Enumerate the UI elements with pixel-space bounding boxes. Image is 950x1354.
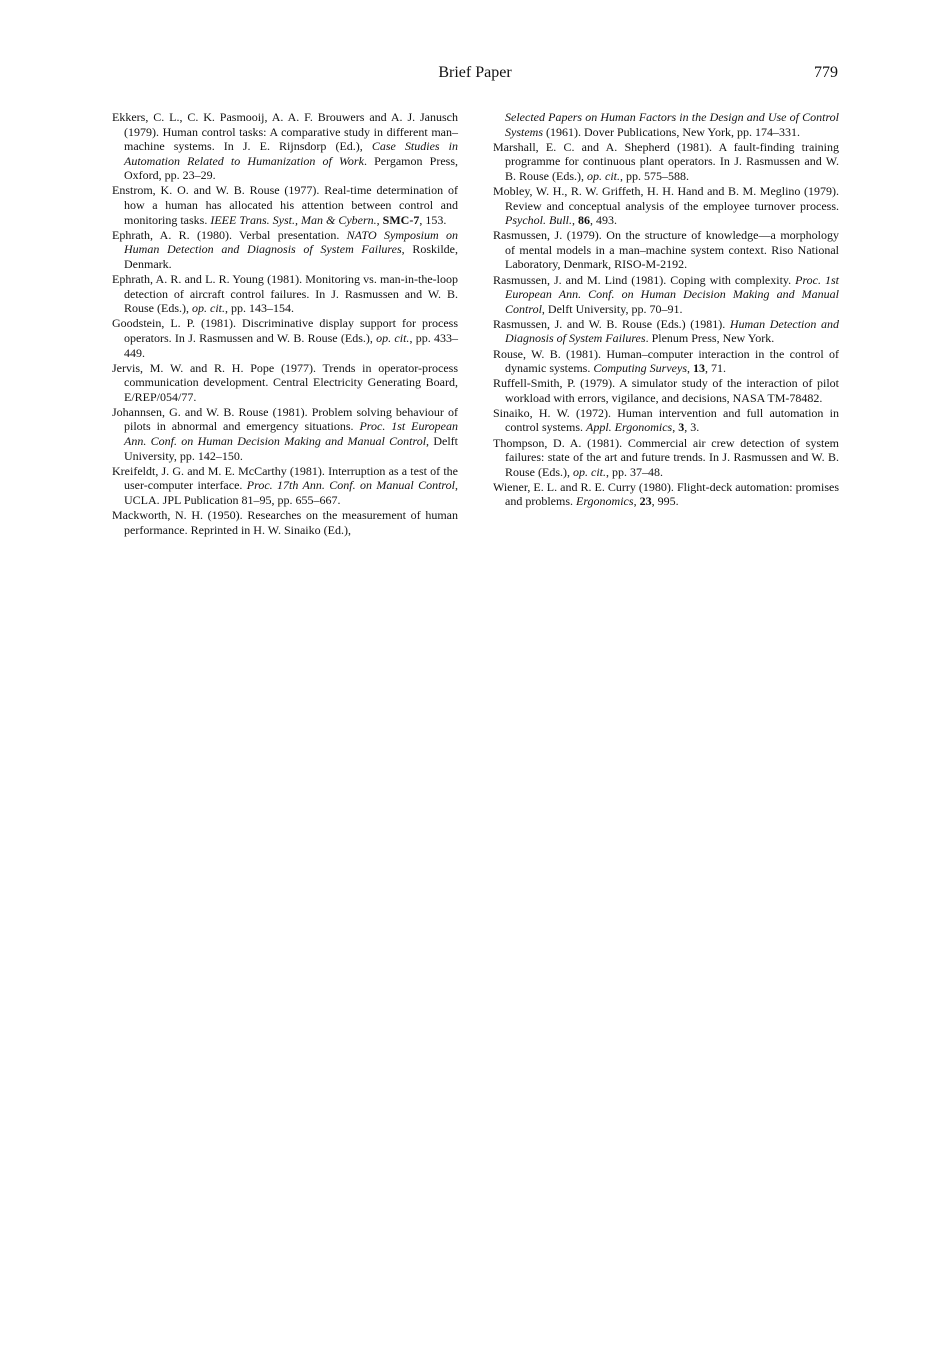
reference-text: , 995. bbox=[651, 494, 679, 509]
reference-entry bbox=[493, 347, 839, 376]
reference-entry bbox=[112, 508, 458, 537]
page-number: 779 bbox=[814, 64, 838, 81]
reference-text: , bbox=[686, 361, 693, 376]
reference-italic-text: Psychol. Bull. bbox=[505, 213, 572, 228]
reference-entry bbox=[112, 464, 458, 508]
reference-text: Thompson, D. A. (1981). Commercial air crew detection of system failures: state of the art and future trends. In J. Rasmussen and W. B. Rouse (Eds.), bbox=[493, 435, 839, 479]
reference-text: , 3. bbox=[684, 420, 700, 435]
reference-entry bbox=[112, 228, 458, 272]
reference-text: Ephrath, A. R. (1980). Verbal presentation. bbox=[112, 227, 347, 242]
reference-text: Sinaiko, H. W. (1972). Human intervention and full automation in control systems. bbox=[493, 405, 839, 435]
reference-text: , pp. 143–154. bbox=[225, 301, 294, 316]
reference-text: Ephrath, A. R. and L. R. Young (1981). Monitoring vs. man-in-the-loop detection of aircraft control failures. In J. Rasmussen and W. B. Rouse (Eds.), bbox=[112, 272, 458, 316]
reference-entry bbox=[493, 376, 839, 405]
reference-italic-text: Human Detection and Diagnosis of System Failures bbox=[505, 316, 839, 346]
reference-entry bbox=[112, 183, 458, 227]
reference-entry bbox=[112, 361, 458, 405]
reference-text: , UCLA. JPL Publication 81–95, pp. 655–667. bbox=[124, 478, 458, 507]
reference-text: Mackworth, N. H. (1950). Researches on the measurement of human performance. Reprinted in H. W. Sinaiko (Ed.), bbox=[112, 508, 458, 537]
reference-text: Jervis, M. W. and R. H. Pope (1977). Trends in operator-process communication development. Central Electricity Generating Board, E/REP/054/77. bbox=[112, 360, 458, 404]
reference-italic-text: Appl. Ergonomics bbox=[586, 420, 673, 435]
references-left-column bbox=[112, 110, 458, 538]
reference-italic-text: op. cit. bbox=[192, 301, 225, 316]
reference-entry bbox=[493, 228, 839, 272]
reference-entry bbox=[493, 140, 839, 184]
reference-text: Mobley, W. H., R. W. Griffeth, H. H. Hand and B. M. Meglino (1979). Review and conceptual analysis of the employee turnover process. bbox=[493, 183, 839, 213]
reference-text: Rasmussen, J. and W. B. Rouse (Eds.) (1981). bbox=[493, 316, 730, 331]
reference-italic-text: Selected Papers on Human Factors in the Design and Use of Control Systems bbox=[505, 110, 839, 139]
reference-italic-text: op. cit. bbox=[587, 168, 620, 183]
reference-entry bbox=[493, 184, 839, 228]
reference-text: Johannsen, G. and W. B. Rouse (1981). Problem solving behaviour of pilots in abnormal and emergency situations. bbox=[112, 404, 458, 434]
reference-text: Rouse, W. B. (1981). Human–computer interaction in the control of dynamic systems. bbox=[493, 346, 839, 376]
reference-volume: 13 bbox=[692, 361, 705, 376]
reference-italic-text: Case Studies in Automation Related to Humanization of Work bbox=[124, 139, 458, 168]
references-right-column bbox=[493, 110, 839, 510]
reference-italic-text: Proc. 17th Ann. Conf. on Manual Control bbox=[246, 478, 455, 493]
reference-text: Rasmussen, J. and M. Lind (1981). Coping with complexity. bbox=[493, 272, 796, 287]
reference-text: , Delft University, pp. 142–150. bbox=[124, 434, 458, 463]
reference-volume: 3 bbox=[678, 420, 685, 435]
reference-volume: 86 bbox=[577, 213, 590, 228]
reference-text: , 153. bbox=[419, 212, 447, 227]
reference-text: , 71. bbox=[704, 361, 726, 376]
reference-italic-text: Proc. 1st European Ann. Conf. on Human Decision Making and Manual Control bbox=[505, 272, 840, 316]
reference-text: Ekkers, C. L., C. K. Pasmooij, A. A. F. Brouwers and A. J. Janusch (1979). Human control tasks: A comparative study in different man–machine systems. In J. E. Rijnsdorp (Ed.), bbox=[112, 110, 458, 154]
reference-italic-text: Ergonomics bbox=[576, 494, 634, 509]
reference-text: , Roskilde, Denmark. bbox=[124, 242, 458, 271]
reference-text: , pp. 433–449. bbox=[124, 330, 458, 360]
reference-text: Rasmussen, J. (1979). On the structure of knowledge—a morphology of mental models in a man–machine system context. Riso National Laboratory, Denmark, RISO-M-2192. bbox=[493, 228, 839, 272]
reference-text: Goodstein, L. P. (1981). Discriminative display support for process operators. In J. Rasmussen and W. B. Rouse (Eds.), bbox=[112, 316, 458, 345]
reference-text: Ruffell-Smith, P. (1979). A simulator study of the interaction of pilot workload with errors, vigilance, and decisions, NASA TM-78482. bbox=[493, 376, 839, 405]
running-title: Brief Paper bbox=[438, 64, 512, 81]
reference-italic-text: IEEE Trans. Syst., Man & Cybern. bbox=[210, 212, 377, 227]
page-header bbox=[112, 64, 838, 86]
reference-text: Marshall, E. C. and A. Shepherd (1981). A fault-finding training programme for continuous plant operators. In J. Rasmussen and W. B. Rouse (Eds.), bbox=[493, 139, 839, 183]
reference-entry bbox=[112, 405, 458, 463]
reference-entry bbox=[493, 273, 839, 317]
reference-text: Enstrom, K. O. and W. B. Rouse (1977). Real-time determination of how a human has allocated his attention between control and monitoring tasks. bbox=[112, 183, 458, 227]
reference-italic-text: Proc. 1st European Ann. Conf. on Human Decision Making and Manual Control bbox=[124, 419, 458, 449]
reference-entry bbox=[493, 436, 839, 480]
reference-italic-text: NATO Symposium on Human Detection and Diagnosis of System Failures bbox=[124, 227, 458, 257]
reference-text: Wiener, E. L. and R. E. Curry (1980). Flight-deck automation: promises and problems. bbox=[493, 479, 839, 509]
reference-continuation bbox=[493, 110, 839, 139]
reference-entry bbox=[493, 480, 839, 509]
reference-text: . Plenum Press, New York. bbox=[645, 331, 775, 346]
reference-text: (1961). Dover Publications, New York, pp. 174–331. bbox=[543, 124, 800, 139]
reference-text: , Delft University, pp. 70–91. bbox=[541, 301, 683, 316]
reference-text: , 493. bbox=[589, 213, 617, 228]
reference-italic-text: op. cit. bbox=[573, 464, 606, 479]
reference-text: , bbox=[633, 494, 640, 509]
reference-entry bbox=[112, 110, 458, 183]
reference-text: , bbox=[672, 420, 679, 435]
reference-entry bbox=[493, 317, 839, 346]
reference-text: , pp. 37–48. bbox=[606, 464, 663, 479]
reference-volume: SMC-7 bbox=[382, 212, 420, 227]
reference-entry bbox=[112, 272, 458, 316]
reference-entry bbox=[493, 406, 839, 435]
reference-text: Kreifeldt, J. G. and M. E. McCarthy (1981). Interruption as a test of the user-computer interface. bbox=[112, 463, 458, 493]
reference-text: , bbox=[376, 212, 383, 227]
reference-text: , bbox=[571, 213, 578, 228]
reference-italic-text: Computing Surveys bbox=[593, 361, 687, 376]
reference-text: , pp. 575–588. bbox=[620, 168, 689, 183]
reference-text: . Pergamon Press, Oxford, pp. 23–29. bbox=[124, 153, 458, 183]
reference-entry bbox=[112, 316, 458, 360]
reference-volume: 23 bbox=[639, 494, 652, 509]
reference-italic-text: op. cit. bbox=[376, 330, 410, 345]
